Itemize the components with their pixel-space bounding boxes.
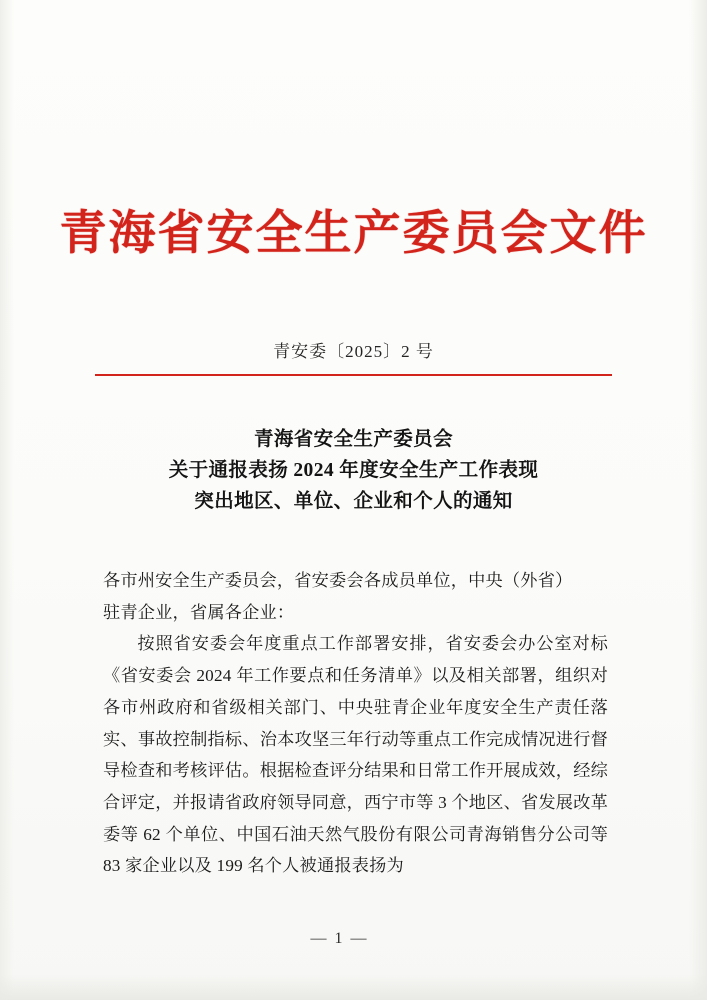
- document-number: 青安委〔2025〕2 号: [273, 342, 434, 361]
- subject-line-1: 青海省安全生产委员会: [253, 429, 453, 450]
- document-title: 青海省安全生产委员会文件: [59, 208, 648, 260]
- document-subject: [0, 424, 707, 517]
- red-divider-rule: [95, 374, 612, 376]
- body-paragraph-1: 按照省安委会年度重点工作部署安排，省安委会办公室对标《省安委会 2024 年工作要点和任务清单》以及相关部署，组织对各市州政府和省级相关部门、中央驻青企业年度安全生产责任落实、事故控制指标、治本攻坚三年行动等重点工作完成情况进行督导检查和考核评估。根据检查评分结果和日常工作开展成效，经综合评定，并报请省政府领导同意，西宁市等 3 个地区、省发展改革委等 62 个单位、中国石油天然气股份有限公司青海销售分公司等 83 家企业以及 199 名个人被通报表扬为: [103, 634, 608, 876]
- subject-line-2: 关于通报表扬 2024 年度安全生产工作表现: [168, 460, 539, 481]
- document-body: [103, 565, 608, 882]
- page-number: [0, 930, 707, 948]
- subject-line-3: 突出地区、单位、企业和个人的通知: [194, 491, 513, 512]
- paper-edge-bottom: [0, 974, 707, 1000]
- salutation-line-1: 各市州安全生产委员会，省安委会各成员单位，中央（外省）: [103, 571, 573, 590]
- page-number-text: — 1 —: [310, 930, 369, 947]
- salutation-line-2: 驻青企业，省属各企业：: [103, 602, 295, 622]
